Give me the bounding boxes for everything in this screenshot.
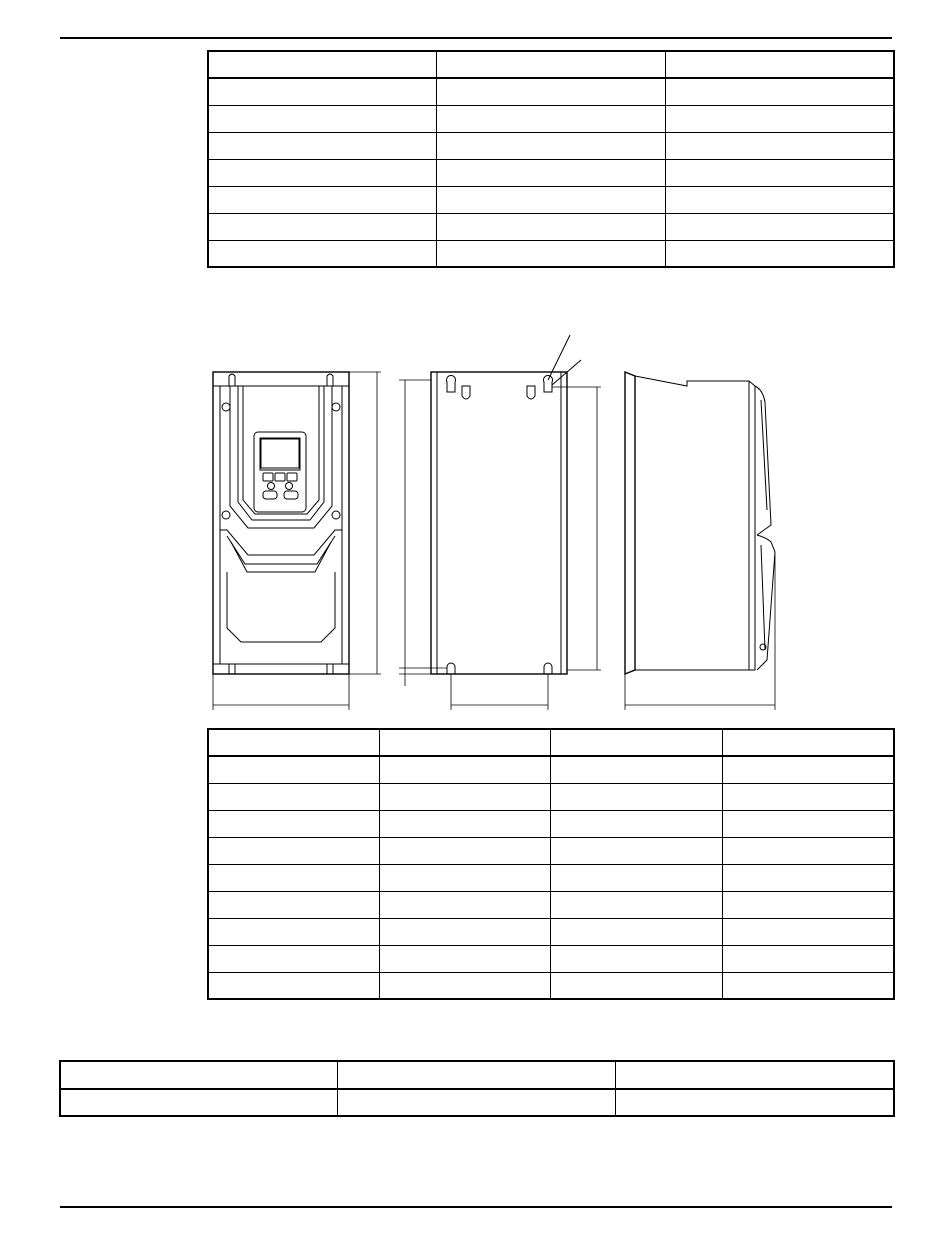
table-cell [665,186,894,213]
table-cell [665,78,894,105]
table-cell [337,1061,615,1089]
table-cell [60,1089,337,1116]
table-cell [436,132,665,159]
table-cell [722,837,894,864]
table-cell [550,729,722,756]
table-cell [60,1061,337,1089]
table-cell [208,105,436,132]
table-cell [550,945,722,972]
enclosure-dimension-drawing [205,330,785,720]
table-cell [436,51,665,78]
table-cell [722,945,894,972]
table-cell [436,186,665,213]
table-cell [665,159,894,186]
table-cell [379,972,550,999]
keypad-button [275,473,285,481]
table-cell [208,51,436,78]
table-row [208,159,894,186]
table-cell [550,918,722,945]
table-cell [722,891,894,918]
table-row [208,78,894,105]
slot-icon [527,386,535,399]
table-cell [208,891,379,918]
keypad-button [268,483,275,490]
table-cell [379,783,550,810]
table-cell [550,891,722,918]
table-cell [665,51,894,78]
table-cell [550,864,722,891]
keypad-button [287,473,297,481]
keypad-button [286,483,293,490]
table-row [60,1061,894,1089]
table-cell [550,756,722,783]
table-cell [665,132,894,159]
table-row [208,132,894,159]
table-cell [665,240,894,267]
table-cell [208,756,379,783]
table-cell [722,810,894,837]
table-cell [436,213,665,240]
table-cell [436,78,665,105]
table-cell [337,1089,615,1116]
table-cell [208,945,379,972]
table-cell [379,756,550,783]
table-cell [208,240,436,267]
table-cell [722,864,894,891]
table-row [208,837,894,864]
table-cell [665,105,894,132]
table-row [208,864,894,891]
keypad-button [263,473,273,481]
table-row [208,105,894,132]
table-cell [550,810,722,837]
screw-icon [222,511,230,519]
back-view [431,335,581,674]
table-cell [379,864,550,891]
table-row [208,891,894,918]
table-cell [379,918,550,945]
table-cell [550,837,722,864]
screw-icon [332,511,340,519]
table-cell [208,810,379,837]
table-row [208,186,894,213]
keypad-button [284,491,298,499]
table-cell [436,159,665,186]
table-cell [208,864,379,891]
table-cell [208,918,379,945]
table-cell [208,213,436,240]
table-cell [722,783,894,810]
table-row [60,1089,894,1116]
dimensions-table [207,728,895,1000]
table-cell [615,1089,894,1116]
table-cell [550,783,722,810]
table-row [208,213,894,240]
table-cell [665,213,894,240]
table-cell [615,1061,894,1089]
table-row [208,240,894,267]
table-row [208,51,894,78]
table-cell [379,729,550,756]
keyhole-icon [447,375,456,392]
table-row [208,918,894,945]
table-cell [208,132,436,159]
footer-rule [60,1206,892,1208]
table-cell [208,78,436,105]
table-cell [379,810,550,837]
table-row [208,945,894,972]
table-cell [379,891,550,918]
table-cell [208,729,379,756]
table-row [208,810,894,837]
table-cell [208,159,436,186]
table-cell [208,837,379,864]
table-row [208,972,894,999]
top-spec-table [207,50,895,268]
bottom-table [59,1060,895,1117]
front-view [213,372,349,674]
slot-icon [462,386,470,399]
header-rule [60,37,892,39]
dimension-lines [213,372,775,710]
table-cell [436,105,665,132]
table-cell [379,945,550,972]
table-cell [722,756,894,783]
table-cell [208,783,379,810]
keypad-button [263,491,277,499]
screw-icon [222,403,230,411]
table-cell [208,972,379,999]
side-view [625,372,775,674]
table-row [208,756,894,783]
table-cell [379,837,550,864]
table-cell [436,240,665,267]
table-row [208,783,894,810]
table-cell [722,729,894,756]
keyhole-icon [544,375,553,392]
table-cell [208,186,436,213]
table-cell [722,918,894,945]
table-cell [722,972,894,999]
table-row [208,729,894,756]
screw-icon [332,403,340,411]
table-cell [550,972,722,999]
